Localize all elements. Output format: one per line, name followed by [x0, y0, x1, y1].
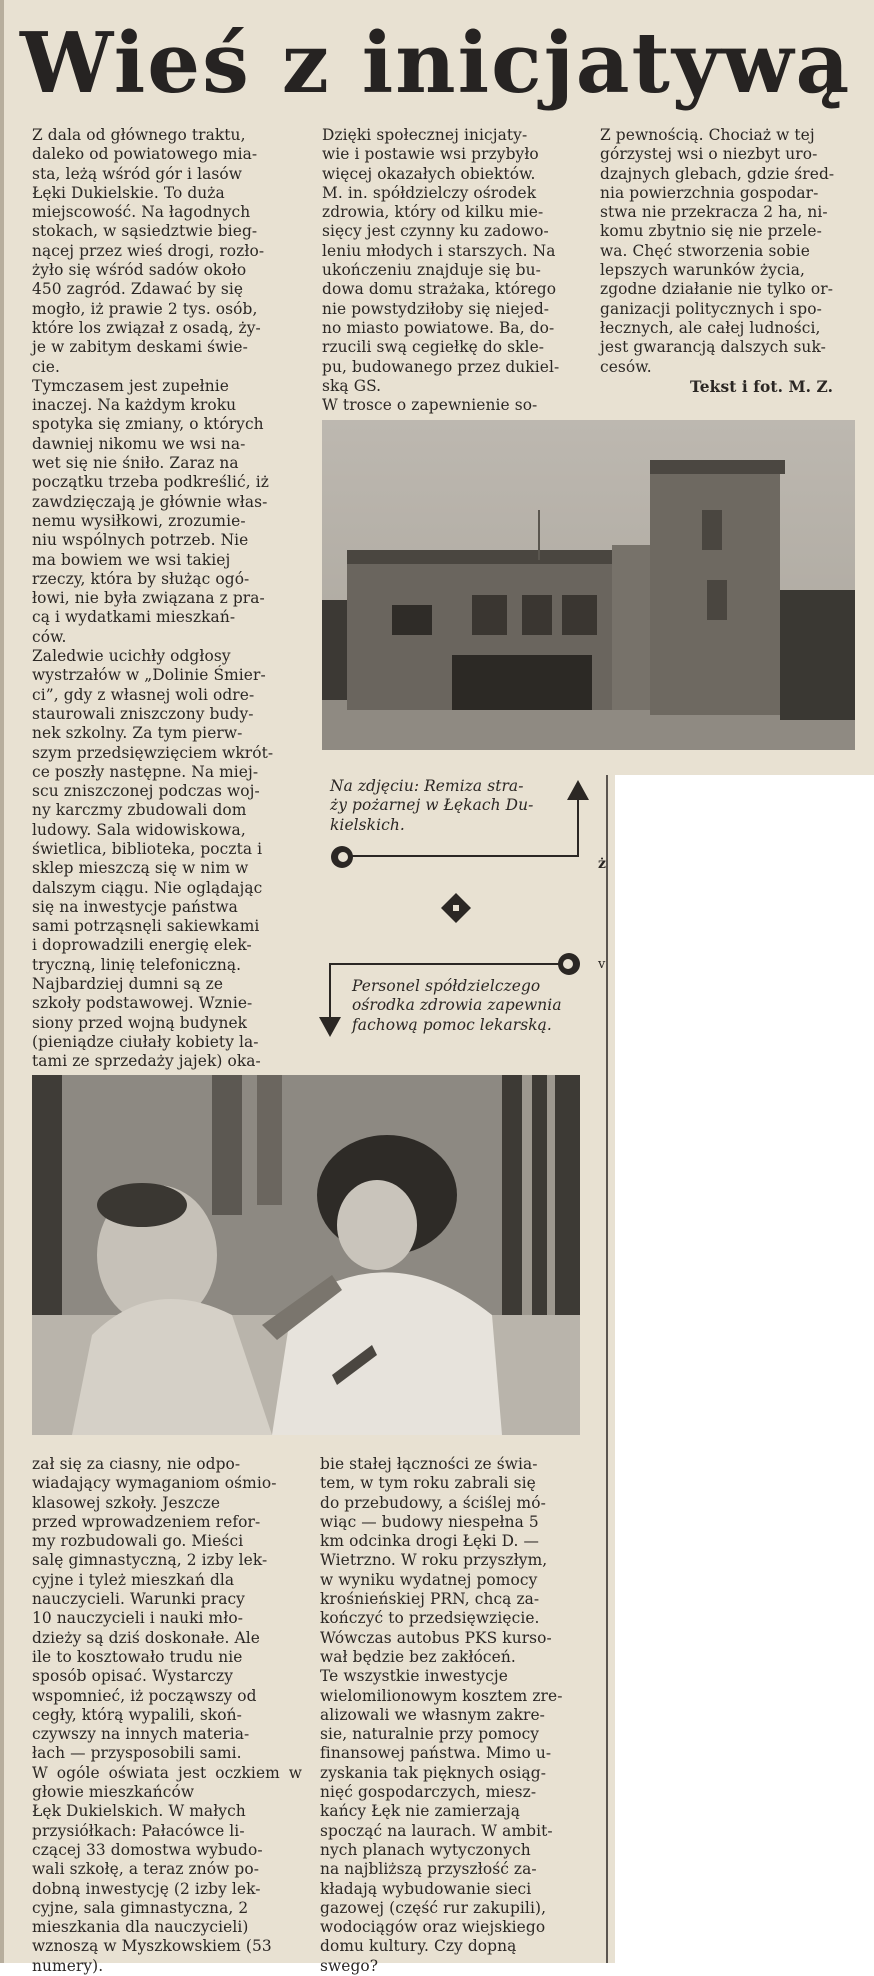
photo-caption-health-center: Personel spółdzielczego ośrodka zdrowia zapewnia fachową pomoc lekarską.: [352, 977, 562, 1034]
triangle-down-icon: [318, 1016, 342, 1042]
headline: Wieś z inicjatywą: [20, 14, 852, 112]
fire-station-photo: [322, 420, 855, 750]
article-col1-bottom: zał się za ciasny, nie odpo- wiadający wymaganiom ośmio- klasowej szkoły. Jeszcze przed wprowadzeniem refor- my rozbudowali go. Mieści salę gimnastyczną, 2 izby lek- cyjne i tyleż mieszkań dla nauczycieli. Warunki pracy 10 nauczycieli i nauki mło- dzieży są dziś doskonałe. Ale ile to kosztowało trudu nie sposób opisać. Wystarczy wspomnieć, iż począwszy od cegły, którą wypalili, skoń- czywszy na innych materia- łach — przysposobili sami. W ogóle oświata jest oczkiem w głowie mieszkańców Łęk Dukielskich. W małych przysiółkach: Pałacówce li- czącej 33 domostwa wybudo- wali szkołę, a teraz znów po- dobną inwestycję (2 izby lek- cyjne, sala gimnastyczna, 2 mieszkania dla nauczycieli) wznoszą w Myszkowskiem (53 numery).: [32, 1455, 302, 1975]
article-col2-bottom: bie stałej łączności ze świa- tem, w tym roku zabrali się do przebudowy, a ściślej mó- wiąc — budowy niespełna 5 km odcinka drogi Łęki D. — Wietrzno. W roku przyszłym, w wyniku wydatnej pomocy krośnieńskiej PRN, chcą za- kończyć to przedsięwzięcie. Wówczas autobus PKS kurso- wał będzie bez zakłóceń. Te wszystkie inwestycje wielomilionowym kosztem zre- alizowali we własnym zakre- sie, naturalnie przy pomocy finansowej państwa. Mimo u- zyskania tak pięknych osiąg- nięć gospodarczych, miesz- kańcy Łęk nie zamierzają spocząć na laurach. W ambit- nych planach wytyczonych na najbliższą przyszłość za- kładają wybudowanie sieci gazowej (część rur zakupili), wodociągów oraz wiejskiego domu kultury. Czy dopną swego?: [320, 1455, 563, 1975]
left-edge-shadow: [0, 0, 4, 1963]
article-col1-top: Z dala od głównego traktu, daleko od powiatowego mia- sta, leżą wśród gór i lasów Łęki Dukielskie. To duża miejscowość. Na łagodnych stokach, w sąsiedztwie bieg- nącej przez wieś drogi, rozło- żyło się wśród sadów około 450 zagród. Zdawać by się mogło, iż prawie 2 tys. osób, które los związał z osadą, ży- je w zabitym deskami świe- cie. Tymczasem jest zupełnie inaczej. Na każdym kroku spotyka się zmiany, o których dawniej nikomu we wsi na- wet się nie śniło. Zaraz na początku trzeba podkreślić, iż zawdzięczają je głównie włas- nemu wysiłkowi, zrozumie- niu wspólnych potrzeb. Nie ma bowiem we wsi takiej rzeczy, która by służąc ogó- łowi, nie była związana z pra- cą i wydatkami mieszkań- ców. Zaledwie ucichły odgłosy wystrzałów w „Dolinie Śmier- ci”, gdy z własnej woli odre- staurowali zniszczony budy- nek szkolny. Za tym pierw- szym przedsięwzięciem wkrót- ce poszły następne. Na miej- scu zniszczonej podczas woj- ny karczmy zbudowali dom ludowy. Sala widowiskowa, świetlica, biblioteka, poczta i sklep mieszczą się w nim w dalszym ciągu. Nie oglądając się na inwestycje państwa sami potrząsnęli sakiewkami i doprowadzili energię elek- tryczną, linię telefoniczną. Najbardziej dumni są ze szkoły podstawowej. Wznie- siony przed wojną budynek (pieniądze ciułały kobiety la- tami ze sprzedaży jajek) oka-: [32, 126, 274, 1071]
photo-caption-fire-station: Na zdjęciu: Remiza stra- ży pożarnej w Łękach Du- kielskich.: [330, 777, 534, 834]
circle-ornament-icon: [330, 845, 354, 873]
adjacent-fragment-1: ż: [598, 856, 607, 872]
column-rule-right: [606, 775, 608, 1963]
frame-horiz-1: [344, 855, 579, 857]
adjacent-fragment-2: v: [598, 957, 606, 972]
frame-horiz-2: [330, 963, 560, 965]
article-col2-top: Dzięki społecznej inicjaty- wie i postawie wsi przybyło więcej okazałych obiektów. M. in. spółdzielczy ośrodek zdrowia, który od kilku mie- sięcy jest czynny ku zadowo- leniu młodych i starszych. Na ukończeniu znajduje się bu- dowa domu strażaka, którego nie powstydziłoby się niejed- no miasto powiatowe. Ba, do- rzucili swą cegiełkę do skle- pu, budowanego przez dukiel- ską GS. W trosce o zapewnienie so-: [322, 126, 560, 415]
health-center-photo: [32, 1075, 580, 1435]
frame-vert-1: [577, 800, 579, 855]
diamond-divider-icon: [440, 892, 472, 928]
circle-ornament-icon-2: [557, 952, 581, 980]
article-col3-top: Z pewnością. Chociaż w tej górzystej wsi o niezbyt uro- dzajnych glebach, gdzie śred- nia powierzchnia gospodar- stwa nie przekracza 2 ha, ni- komu zbytnio się nie przele- wa. Chęć stworzenia sobie lepszych warunków życia, zgodne działanie nie tylko or- ganizacji politycznych i spo- łecznych, ale całej ludności, jest gwarancją dalszych suk- cesów.: [600, 126, 835, 376]
frame-vert-2: [329, 963, 331, 1018]
byline: Tekst i fot. M. Z.: [690, 378, 834, 396]
